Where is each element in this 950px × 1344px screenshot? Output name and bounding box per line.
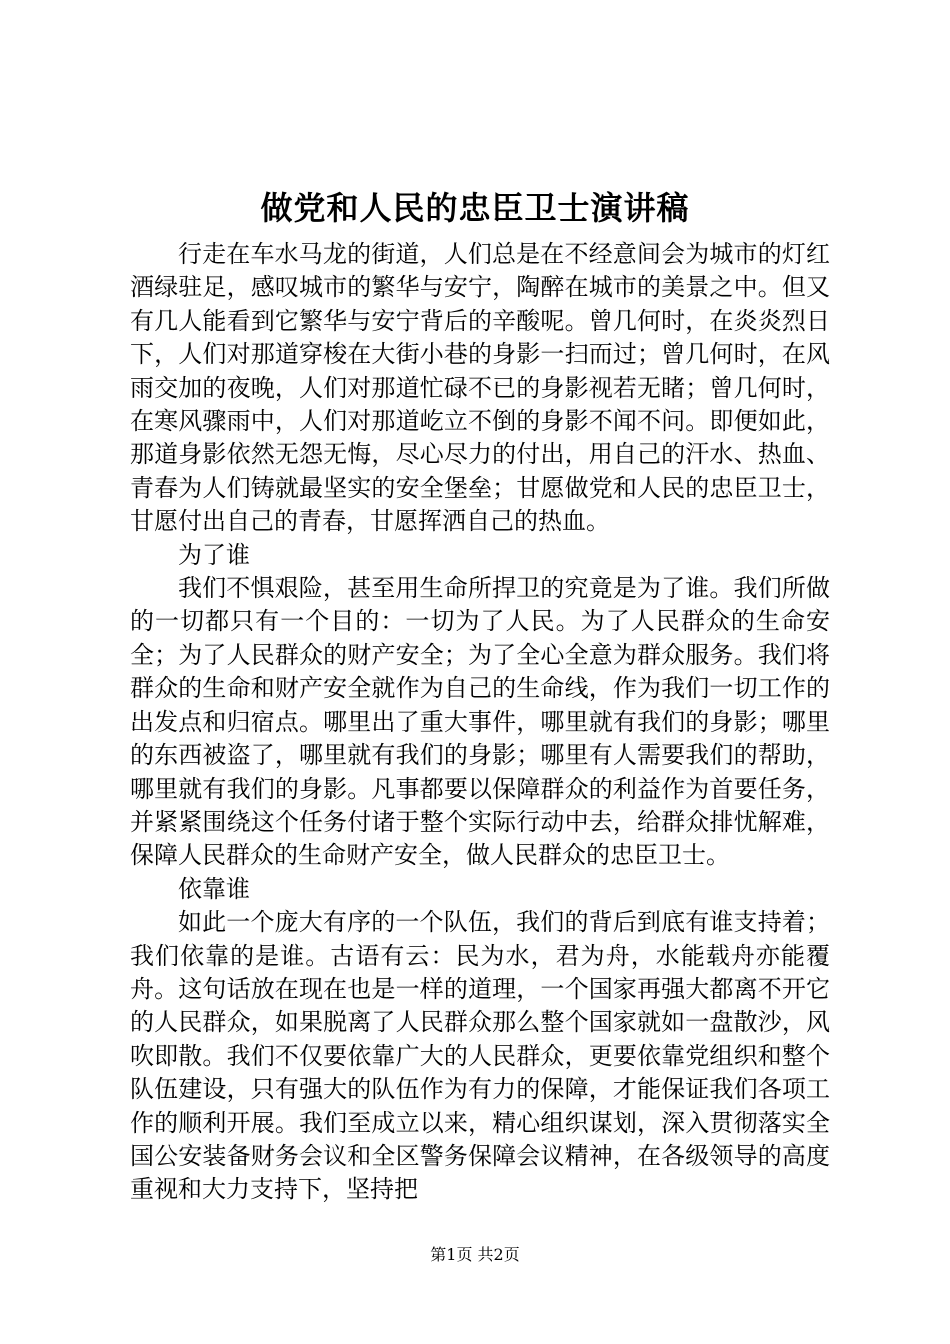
section-heading-for-whom: 为了谁 <box>178 540 250 569</box>
page-footer: 第1页 共2页 <box>430 1245 520 1264</box>
document-title: 做党和人民的忠臣卫士演讲稿 <box>260 189 690 227</box>
document-body <box>130 238 830 1207</box>
paragraph-rely-on-whom: 如此一个庞大有序的一个队伍，我们的背后到底有谁支持着；我们依靠的是谁。古语有云：民为水，君为舟，水能载舟亦能覆舟。这句话放在现在也是一样的道理，一个国家再强大都离不开它的人民群众，如果脱离了人民群众那么整个国家就如一盘散沙，风吹即散。我们不仅要依靠广大的人民群众，更要依靠党组织和整个队伍建设，只有强大的队伍作为有力的保障，才能保证我们各项工作的顺利开展。我们至成立以来，精心组织谋划，深入贯彻落实全国公安装备财务会议和全区警务保障会议精神，在各级领导的高度重视和大力支持下，坚持把 <box>130 908 830 1204</box>
paragraph-for-whom: 我们不惧艰险，甚至用生命所捍卫的究竟是为了谁。我们所做的一切都只有一个目的：一切为了人民。为了人民群众的生命安全；为了人民群众的财产安全；为了全心全意为群众服务。我们将群众的生命和财产安全就作为自己的生命线，作为我们一切工作的出发点和归宿点。哪里出了重大事件，哪里就有我们的身影；哪里的东西被盗了，哪里就有我们的身影；哪里有人需要我们的帮助，哪里就有我们的身影。凡事都要以保障群众的利益作为首要任务，并紧紧围绕这个任务付诸于整个实际行动中去，给群众排忧解难，保障人民群众的生命财产安全，做人民群众的忠臣卫士。 <box>130 574 830 870</box>
section-heading-rely-on-whom: 依靠谁 <box>178 874 250 903</box>
paragraph-intro: 行走在车水马龙的街道，人们总是在不经意间会为城市的灯红酒绿驻足，感叹城市的繁华与安宁，陶醉在城市的美景之中。但又有几人能看到它繁华与安宁背后的辛酸呢。曾几何时，在炎炎烈日下，人们对那道穿梭在大街小巷的身影一扫而过；曾几何时，在风雨交加的夜晚，人们对那道忙碌不已的身影视若无睹；曾几何时，在寒风骤雨中，人们对那道屹立不倒的身影不闻不问。即便如此，那道身影依然无怨无悔，尽心尽力的付出，用自己的汗水、热血、青春为人们铸就最坚实的安全堡垒；甘愿做党和人民的忠臣卫士，甘愿付出自己的青春，甘愿挥洒自己的热血。 <box>130 240 830 536</box>
